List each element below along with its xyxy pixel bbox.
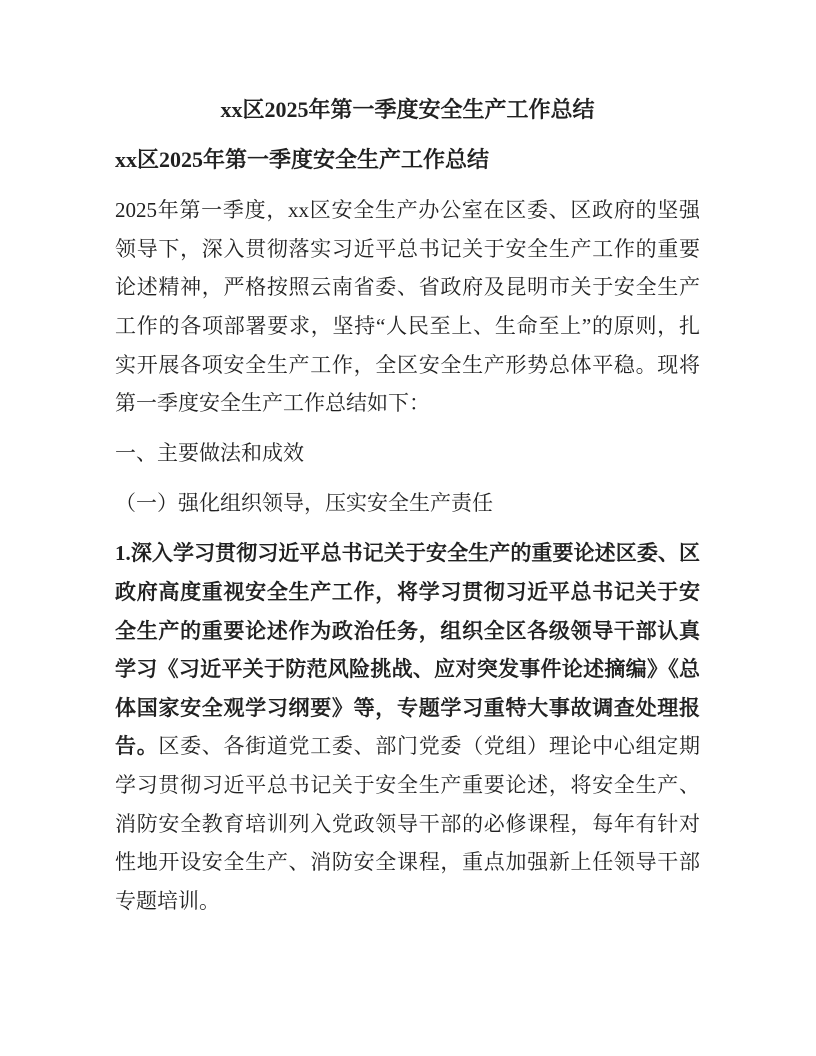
intro-paragraph: 2025年第一季度，xx区安全生产办公室在区委、区政府的坚强领导下，深入贯彻落实习近平总书记关于安全生产工作的重要论述精神，严格按照云南省委、省政府及昆明市关于安全生产工作的各项部署要求，坚持“人民至上、生命至上”的原则，扎实开展各项安全生产工作，全区安全生产形势总体平稳。现将第一季度安全生产工作总结如下： — [115, 198, 700, 416]
item-1-paragraph — [115, 534, 700, 920]
section-heading-main-practices: 一、主要做法和成效 — [115, 441, 304, 466]
item-1-lead-bold-text: 1.深入学习贯彻习近平总书记关于安全生产的重要论述区委、区政府高度重视安全生产工作，将学习贯彻习近平总书记关于安全生产的重要论述作为政治任务，组织全区各级领导干部认真学习《习近平关于防范风险挑战、应对突发事件论述摘编》《总体国家安全观学习纲要》等，专题学习重特大事故调查处理报告。 — [115, 541, 700, 759]
document-title: xx区2025年第一季度安全生产工作总结 — [220, 97, 595, 122]
subsection-heading-strengthen-leadership: （一）强化组织领导，压实安全生产责任 — [115, 491, 493, 516]
document-subtitle: xx区2025年第一季度安全生产工作总结 — [115, 147, 490, 173]
item-1-body-text: 区委、各街道党工委、部门党委（党组）理论中心组定期学习贯彻习近平总书记关于安全生产重要论述，将安全生产、消防安全教育培训列入党政领导干部的必修课程，每年有针对性地开设安全生产、消防安全课程，重点加强新上任领导干部专题培训。 — [115, 734, 701, 913]
